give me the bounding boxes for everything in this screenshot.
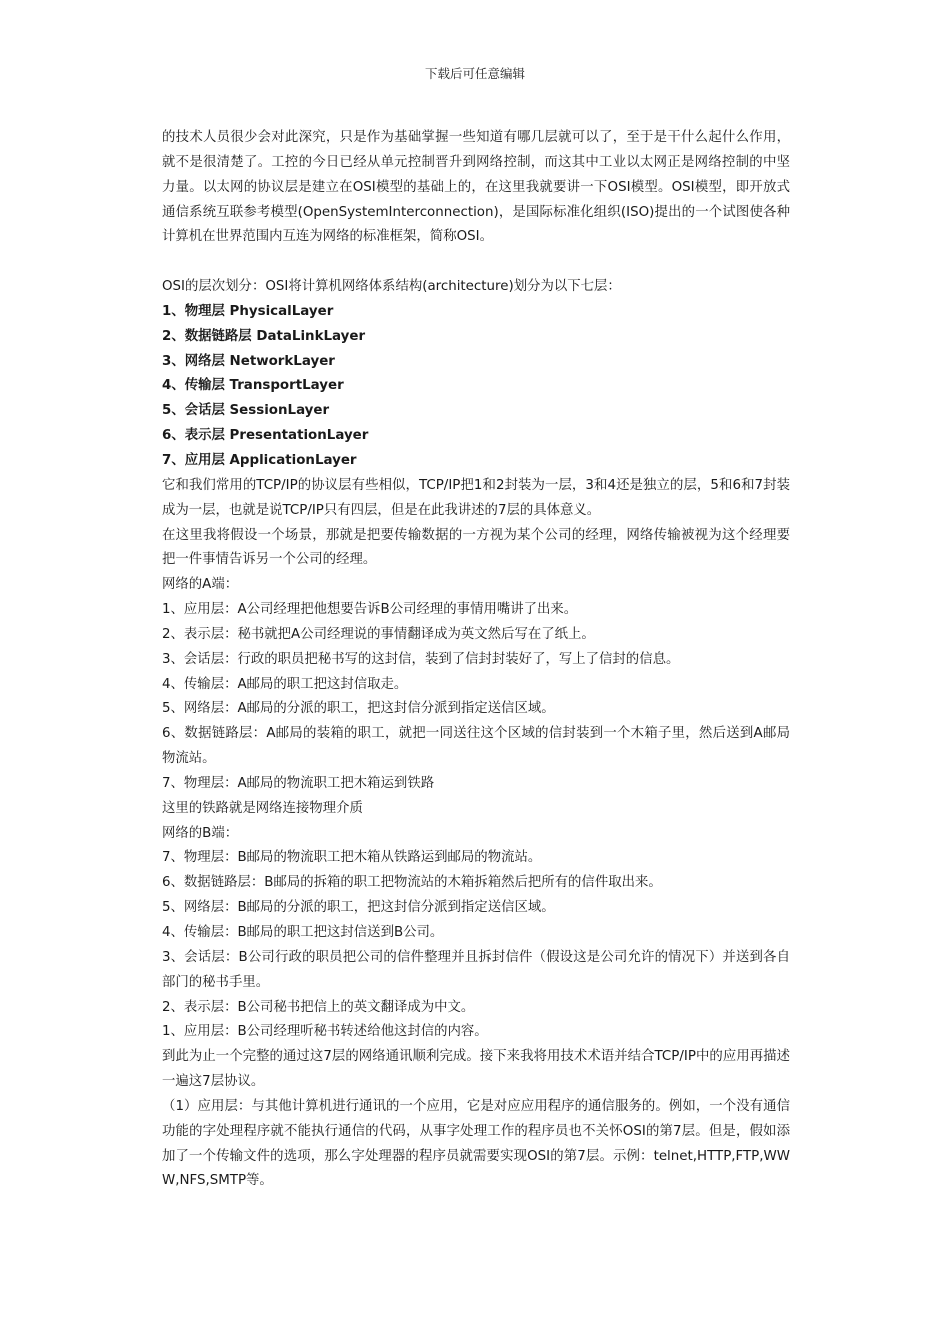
- side-b-item: 4、传输层：B邮局的职工把这封信送到B公司。: [162, 925, 444, 940]
- side-b-item: 2、表示层：B公司秘书把信上的英文翻译成为中文。: [162, 999, 475, 1015]
- side-b-item: 6、数据链路层：B邮局的拆箱的职工把物流站的木箱拆箱然后把所有的信件取出来。: [162, 875, 662, 891]
- scenario-paragraph: 在这里我将假设一个场景，那就是把要传输数据的一方视为某个公司的经理，网络传输被视为这个经理要把一件事情告诉另一个公司的经理。: [162, 527, 790, 568]
- tcpip-compare-paragraph: 它和我们常用的TCP/IP的协议层有些相似，TCP/IP把1和2封装为一层，3和4还是独立的层，5和6和7封装成为一层，也就是说TCP/IP只有四层，但是在此我讲述的7层的具体意义。: [162, 477, 790, 518]
- layer-item-session: 5、会话层 SessionLayer: [162, 403, 330, 419]
- side-a-item: 7、物理层：A邮局的物流职工把木箱运到铁路: [162, 775, 435, 791]
- side-b-item: 7、物理层：B邮局的物流职工把木箱从铁路运到邮局的物流站。: [162, 850, 542, 866]
- layer-item-application: 7、应用层 ApplicationLayer: [162, 452, 357, 468]
- paragraph-gap: [162, 250, 790, 275]
- side-a-item: 2、表示层：秘书就把A公司经理说的事情翻译成为英文然后写在了纸上。: [162, 626, 595, 642]
- document-body: [162, 126, 790, 1194]
- layer-item-network: 3、网络层 NetworkLayer: [162, 353, 335, 369]
- side-a-item: 3、会话层：行政的职员把秘书写的这封信，装到了信封封装好了，写上了信封的信息。: [162, 651, 680, 667]
- page-header: 下载后可任意编辑: [424, 66, 525, 81]
- side-a-item: 6、数据链路层：A邮局的装箱的职工，就把一同送往这个区域的信封装到一个木箱子里，然后送到A邮局物流站。: [162, 726, 790, 767]
- layer-item-physical: 1、物理层 PhysicalLayer: [162, 303, 334, 319]
- side-a-item: 5、网络层：A邮局的分派的职工，把这封信分派到指定送信区域。: [162, 701, 555, 717]
- layer-item-presentation: 6、表示层 PresentationLayer: [162, 428, 369, 444]
- intro-paragraph: 的技术人员很少会对此深究，只是作为基础掌握一些知道有哪几层就可以了，至于是干什么起什么作用，就不是很清楚了。工控的今日已经从单元控制晋升到网络控制，而这其中工业以太网正是网络控制的中坚力量。以太网的协议层是建立在OSI模型的基础上的，在这里我就要讲一下OSI模型。OSI模型，即开放式通信系统互联参考模型(OpenSystemInterconnection)，是国际标准化组织(ISO)提出的一个试图使各种计算机在世界范围内互连为网络的标准框架，简称OSI。: [162, 130, 790, 245]
- layer-item-datalink: 2、数据链路层 DataLinkLayer: [162, 328, 366, 344]
- side-b-title: 网络的B端：: [162, 825, 239, 841]
- conclusion-paragraph: 到此为止一个完整的通过这7层的网络通讯顺利完成。接下来我将用技术术语并结合TCP/IP中的应用再描述一遍这7层协议。: [162, 1049, 790, 1090]
- railway-note: 这里的铁路就是网络连接物理介质: [162, 800, 363, 816]
- side-b-item: 3、会话层：B公司行政的职员把公司的信件整理并且拆封信件（假设这是公司允许的情况下）并送到各自部门的秘书手里。: [162, 949, 790, 990]
- side-a-title: 网络的A端：: [162, 577, 239, 593]
- application-layer-paragraph: （1）应用层：与其他计算机进行通讯的一个应用，它是对应应用程序的通信服务的。例如，一个没有通信功能的字处理程序就不能执行通信的代码，从事字处理工作的程序员也不关怀OSI的第7层。但是，假如添加了一个传输文件的选项，那么字处理器的程序员就需要实现OSI的第7层。示例：telnet,HTTP,FTP,WWW,NFS,SMTP等。: [162, 1098, 790, 1189]
- side-b-item: 1、应用层：B公司经理听秘书转述给他这封信的内容。: [162, 1024, 488, 1040]
- side-a-item: 4、传输层：A邮局的职工把这封信取走。: [162, 676, 408, 692]
- side-b-item: 5、网络层：B邮局的分派的职工，把这封信分派到指定送信区域。: [162, 900, 555, 916]
- osi-intro-paragraph: OSI的层次划分：OSI将计算机网络体系结构(architecture)划分为以下七层：: [162, 279, 621, 295]
- layer-item-transport: 4、传输层 TransportLayer: [162, 378, 344, 394]
- side-a-item: 1、应用层：A公司经理把他想要告诉B公司经理的事情用嘴讲了出来。: [162, 602, 578, 618]
